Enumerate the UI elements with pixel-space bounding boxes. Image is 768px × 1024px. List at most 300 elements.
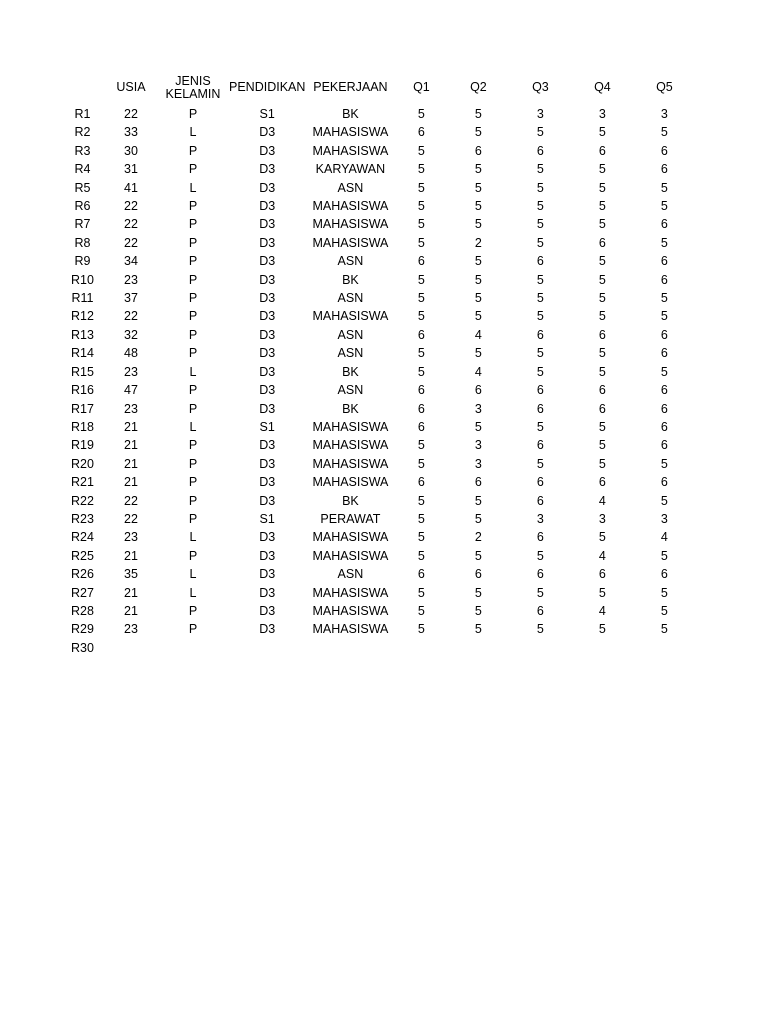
cell-q1: 5 [417, 346, 425, 361]
cell-q1: 6 [417, 567, 425, 582]
cell-respondent-id: R1 [74, 107, 91, 121]
cell-q1: 6 [417, 475, 425, 490]
cell-pendidikan: D3 [259, 456, 276, 471]
cell-q4: 3 [598, 511, 606, 526]
cell-q1: 6 [417, 327, 425, 342]
cell-q5: 5 [660, 291, 668, 306]
cell-q1 [395, 639, 447, 657]
respondent-table [60, 70, 695, 657]
cell-pendidikan: D3 [259, 125, 276, 140]
cell-usia: 32 [124, 327, 138, 342]
cell-jenis-kelamin: P [188, 475, 198, 490]
cell-q3: 6 [536, 383, 544, 398]
cell-q3: 5 [536, 364, 544, 379]
cell-q5: 6 [660, 327, 668, 342]
cell-pekerjaan: BK [342, 493, 359, 508]
cell-usia: 34 [124, 254, 138, 269]
cell-pekerjaan: BK [342, 272, 359, 287]
cell-q3: 6 [536, 254, 544, 269]
cell-q5: 6 [660, 567, 668, 582]
cell-q3: 6 [536, 143, 544, 158]
cell-q4: 5 [598, 438, 606, 453]
cell-q2: 4 [474, 327, 482, 342]
cell-respondent-id: R13 [71, 327, 94, 342]
cell-q5: 6 [660, 438, 668, 453]
header-jenis-line2: KELAMIN [165, 86, 221, 101]
cell-q2: 6 [474, 567, 482, 582]
table-row [60, 307, 695, 325]
cell-respondent-id: R26 [71, 567, 94, 582]
cell-q2: 5 [474, 272, 482, 287]
cell-pendidikan: D3 [259, 438, 276, 453]
cell-q1: 5 [417, 235, 425, 250]
cell-respondent-id: R5 [74, 180, 91, 195]
cell-usia: 23 [124, 622, 138, 637]
cell-respondent-id: R17 [71, 401, 94, 416]
cell-respondent-id: R16 [71, 383, 94, 398]
cell-jenis-kelamin: P [188, 309, 198, 324]
cell-q4: 6 [598, 235, 606, 250]
cell-q1: 6 [417, 419, 425, 434]
cell-pekerjaan: BK [342, 107, 359, 121]
cell-jenis-kelamin: P [188, 291, 198, 306]
table-row [60, 234, 695, 252]
cell-q2: 3 [474, 456, 482, 471]
table-row [60, 510, 695, 528]
cell-q2: 5 [474, 180, 482, 195]
cell-pekerjaan: MAHASISWA [312, 125, 389, 140]
cell-pendidikan: D3 [259, 199, 276, 214]
cell-usia: 21 [124, 475, 138, 490]
cell-jenis-kelamin: P [188, 217, 198, 232]
table-row [60, 620, 695, 638]
cell-q5: 5 [660, 622, 668, 637]
cell-pendidikan [229, 639, 305, 657]
cell-q3: 3 [536, 511, 544, 526]
cell-usia: 21 [124, 603, 138, 618]
cell-q4: 6 [598, 401, 606, 416]
cell-q3: 6 [536, 603, 544, 618]
cell-q4: 5 [598, 272, 606, 287]
cell-jenis-kelamin: P [188, 456, 198, 471]
cell-jenis-kelamin: P [188, 438, 198, 453]
header-q1: Q1 [413, 80, 430, 94]
cell-q2: 5 [474, 346, 482, 361]
cell-respondent-id: R21 [71, 475, 94, 490]
cell-pekerjaan [305, 639, 395, 657]
cell-jenis-kelamin: L [189, 364, 197, 379]
cell-pekerjaan: ASN [337, 254, 364, 269]
table-row [60, 455, 695, 473]
table-row [60, 142, 695, 160]
cell-q4: 4 [598, 493, 606, 508]
cell-q3: 5 [536, 419, 544, 434]
cell-respondent-id: R7 [74, 217, 91, 232]
cell-q4: 5 [598, 291, 606, 306]
cell-pendidikan: S1 [259, 511, 275, 526]
cell-q5: 6 [660, 162, 668, 177]
cell-usia: 22 [124, 511, 138, 526]
cell-q5: 3 [660, 107, 668, 121]
table-row [60, 363, 695, 381]
cell-q4: 6 [598, 383, 606, 398]
cell-q5: 6 [660, 383, 668, 398]
cell-pekerjaan: MAHASISWA [312, 585, 389, 600]
cell-jenis-kelamin: P [188, 511, 198, 526]
cell-usia: 21 [124, 438, 138, 453]
cell-pekerjaan: ASN [337, 567, 364, 582]
header-jenis-line1: JENIS [175, 73, 211, 88]
cell-pekerjaan: MAHASISWA [312, 530, 389, 545]
cell-q3: 6 [536, 401, 544, 416]
header-pendidikan: PENDIDIKAN [229, 80, 306, 94]
cell-q4: 4 [598, 603, 606, 618]
cell-jenis-kelamin: L [189, 567, 197, 582]
cell-usia: 23 [124, 272, 138, 287]
cell-jenis-kelamin: P [188, 272, 198, 287]
cell-q3: 5 [536, 622, 544, 637]
cell-q2: 5 [474, 162, 482, 177]
table-row [60, 326, 695, 344]
cell-respondent-id: R2 [74, 125, 91, 140]
cell-usia: 41 [124, 180, 138, 195]
cell-q1: 5 [417, 180, 425, 195]
cell-pendidikan: D3 [259, 567, 276, 582]
cell-usia: 22 [124, 217, 138, 232]
table-row [60, 252, 695, 270]
cell-pendidikan: D3 [259, 143, 276, 158]
cell-respondent-id: R23 [71, 511, 94, 526]
cell-q4: 6 [598, 327, 606, 342]
cell-usia: 21 [124, 548, 138, 563]
cell-pendidikan: D3 [259, 162, 276, 177]
cell-jenis-kelamin: P [188, 401, 198, 416]
cell-pekerjaan: MAHASISWA [312, 438, 389, 453]
cell-q1: 5 [417, 530, 425, 545]
table-row [60, 179, 695, 197]
cell-q2: 3 [474, 438, 482, 453]
cell-pendidikan: D3 [259, 180, 276, 195]
cell-q3: 5 [536, 548, 544, 563]
cell-pekerjaan: BK [342, 364, 359, 379]
cell-usia: 37 [124, 291, 138, 306]
cell-respondent-id: R8 [74, 235, 91, 250]
cell-q5: 5 [660, 199, 668, 214]
table-row [60, 436, 695, 454]
cell-respondent-id: R29 [71, 622, 94, 637]
cell-q3: 5 [536, 309, 544, 324]
cell-q4: 3 [598, 107, 606, 121]
cell-usia: 33 [124, 125, 138, 140]
cell-q5: 6 [660, 419, 668, 434]
cell-jenis-kelamin: P [188, 603, 198, 618]
table-row [60, 271, 695, 289]
cell-q3 [509, 639, 571, 657]
cell-q2: 4 [474, 364, 482, 379]
cell-respondent-id: R3 [74, 143, 91, 158]
cell-q5: 5 [660, 585, 668, 600]
cell-q4: 5 [598, 346, 606, 361]
cell-respondent-id: R22 [71, 493, 94, 508]
cell-pekerjaan: MAHASISWA [312, 143, 389, 158]
cell-pekerjaan: MAHASISWA [312, 548, 389, 563]
table-row [60, 197, 695, 215]
header-id [60, 70, 105, 105]
cell-pekerjaan: MAHASISWA [312, 419, 389, 434]
cell-q3: 5 [536, 180, 544, 195]
cell-q5: 6 [660, 217, 668, 232]
cell-usia: 31 [124, 162, 138, 177]
cell-q5: 5 [660, 493, 668, 508]
cell-q5: 5 [660, 180, 668, 195]
cell-q5: 5 [660, 235, 668, 250]
table-row [60, 584, 695, 602]
cell-q2: 5 [474, 622, 482, 637]
header-q2: Q2 [470, 80, 487, 94]
cell-q5: 4 [660, 530, 668, 545]
cell-q5: 5 [660, 603, 668, 618]
cell-pekerjaan: ASN [337, 346, 364, 361]
cell-usia [105, 639, 157, 657]
cell-q2: 5 [474, 107, 482, 121]
cell-q1: 5 [417, 309, 425, 324]
cell-usia: 21 [124, 456, 138, 471]
cell-pekerjaan: ASN [337, 180, 364, 195]
cell-usia: 23 [124, 530, 138, 545]
cell-q1: 5 [417, 364, 425, 379]
cell-q4: 5 [598, 254, 606, 269]
cell-pekerjaan: ASN [337, 383, 364, 398]
cell-pendidikan: D3 [259, 309, 276, 324]
cell-q4: 6 [598, 475, 606, 490]
cell-jenis-kelamin: L [189, 180, 197, 195]
cell-pekerjaan: MAHASISWA [312, 622, 389, 637]
cell-respondent-id: R14 [71, 346, 94, 361]
cell-q3: 3 [536, 107, 544, 121]
cell-q1: 5 [417, 456, 425, 471]
cell-q1: 6 [417, 401, 425, 416]
cell-q3: 5 [536, 585, 544, 600]
cell-q4: 5 [598, 309, 606, 324]
cell-pekerjaan: MAHASISWA [312, 199, 389, 214]
cell-pendidikan: D3 [259, 291, 276, 306]
header-pekerjaan: PEKERJAAN [313, 80, 388, 94]
cell-usia: 21 [124, 419, 138, 434]
cell-q1: 5 [417, 603, 425, 618]
cell-q4: 5 [598, 364, 606, 379]
header-usia: USIA [116, 80, 146, 94]
table-row [60, 528, 695, 546]
cell-jenis-kelamin: L [189, 585, 197, 600]
cell-usia: 22 [124, 235, 138, 250]
cell-q5: 6 [660, 475, 668, 490]
table-row [60, 492, 695, 510]
table-row [60, 160, 695, 178]
cell-usia: 47 [124, 383, 138, 398]
cell-pekerjaan: MAHASISWA [312, 217, 389, 232]
cell-pendidikan: D3 [259, 475, 276, 490]
cell-q2: 5 [474, 217, 482, 232]
cell-q3: 5 [536, 235, 544, 250]
cell-q4: 5 [598, 530, 606, 545]
cell-jenis-kelamin: P [188, 199, 198, 214]
cell-respondent-id: R28 [71, 603, 94, 618]
cell-jenis-kelamin: P [188, 162, 198, 177]
cell-q5: 6 [660, 401, 668, 416]
cell-q4: 6 [598, 143, 606, 158]
cell-pekerjaan: MAHASISWA [312, 475, 389, 490]
cell-pendidikan: D3 [259, 603, 276, 618]
cell-q1: 5 [417, 622, 425, 637]
header-q5: Q5 [656, 80, 673, 94]
cell-q5: 5 [660, 364, 668, 379]
cell-q3: 5 [536, 217, 544, 232]
cell-q2: 5 [474, 603, 482, 618]
cell-pendidikan: D3 [259, 401, 276, 416]
cell-q3: 5 [536, 346, 544, 361]
cell-q2: 5 [474, 419, 482, 434]
cell-respondent-id: R11 [71, 291, 94, 306]
cell-q2: 5 [474, 585, 482, 600]
cell-pendidikan: D3 [259, 346, 276, 361]
header-jenis-kelamin-text [166, 75, 221, 101]
cell-usia: 23 [124, 364, 138, 379]
cell-respondent-id: R20 [71, 456, 94, 471]
cell-q1: 5 [417, 291, 425, 306]
table-row [60, 105, 695, 123]
cell-q2: 5 [474, 511, 482, 526]
cell-q4: 4 [598, 548, 606, 563]
cell-pendidikan: D3 [259, 383, 276, 398]
cell-jenis-kelamin: P [188, 622, 198, 637]
table-row [60, 473, 695, 491]
cell-q5: 5 [660, 309, 668, 324]
cell-q3: 5 [536, 199, 544, 214]
cell-q1: 5 [417, 107, 425, 121]
cell-q4: 5 [598, 622, 606, 637]
cell-usia: 48 [124, 346, 138, 361]
cell-pendidikan: D3 [259, 254, 276, 269]
cell-q2 [447, 639, 509, 657]
cell-q5: 5 [660, 548, 668, 563]
header-q3: Q3 [532, 80, 549, 94]
cell-q5: 5 [660, 456, 668, 471]
cell-q1: 5 [417, 217, 425, 232]
cell-respondent-id: R27 [71, 585, 94, 600]
cell-q1: 5 [417, 511, 425, 526]
table-header [60, 70, 695, 105]
cell-pekerjaan: KARYAWAN [315, 162, 386, 177]
cell-q1: 5 [417, 548, 425, 563]
cell-q3: 6 [536, 327, 544, 342]
cell-q1: 6 [417, 254, 425, 269]
cell-usia: 30 [124, 143, 138, 158]
cell-pendidikan: D3 [259, 493, 276, 508]
cell-q2: 5 [474, 493, 482, 508]
cell-respondent-id: R18 [71, 419, 94, 434]
cell-respondent-id: R30 [71, 640, 94, 655]
cell-q3: 6 [536, 567, 544, 582]
cell-q3: 6 [536, 438, 544, 453]
cell-q3: 6 [536, 530, 544, 545]
cell-respondent-id: R25 [71, 548, 94, 563]
cell-q5: 6 [660, 272, 668, 287]
cell-q2: 5 [474, 291, 482, 306]
cell-q4: 5 [598, 456, 606, 471]
cell-q1: 5 [417, 162, 425, 177]
cell-q4: 5 [598, 199, 606, 214]
cell-usia: 22 [124, 199, 138, 214]
table-row [60, 602, 695, 620]
cell-pendidikan: D3 [259, 327, 276, 342]
cell-jenis-kelamin: L [189, 530, 197, 545]
cell-q2: 2 [474, 235, 482, 250]
cell-q4: 5 [598, 217, 606, 232]
cell-q2: 6 [474, 383, 482, 398]
table-row [60, 400, 695, 418]
cell-jenis-kelamin: P [188, 235, 198, 250]
cell-jenis-kelamin: P [188, 548, 198, 563]
cell-usia: 22 [124, 309, 138, 324]
cell-q2: 5 [474, 125, 482, 140]
cell-q5 [633, 639, 695, 657]
cell-usia: 21 [124, 585, 138, 600]
cell-q1: 5 [417, 493, 425, 508]
cell-q3: 6 [536, 493, 544, 508]
cell-pendidikan: D3 [259, 235, 276, 250]
cell-q1: 5 [417, 143, 425, 158]
cell-pendidikan: D3 [259, 530, 276, 545]
cell-jenis-kelamin: L [189, 419, 197, 434]
cell-usia: 22 [124, 107, 138, 121]
table-row [60, 639, 695, 657]
cell-q2: 5 [474, 254, 482, 269]
cell-pendidikan: D3 [259, 364, 276, 379]
cell-jenis-kelamin: P [188, 493, 198, 508]
cell-jenis-kelamin: P [188, 143, 198, 158]
cell-pekerjaan: MAHASISWA [312, 603, 389, 618]
cell-q2: 6 [474, 475, 482, 490]
cell-usia: 22 [124, 493, 138, 508]
cell-pekerjaan: ASN [337, 327, 364, 342]
cell-respondent-id: R12 [71, 309, 94, 324]
cell-pendidikan: D3 [259, 217, 276, 232]
cell-pekerjaan: BK [342, 401, 359, 416]
cell-respondent-id: R24 [71, 530, 94, 545]
cell-jenis-kelamin: L [189, 125, 197, 140]
cell-jenis-kelamin: P [188, 327, 198, 342]
header-jenis-kelamin [157, 70, 229, 105]
cell-respondent-id: R10 [71, 272, 94, 287]
cell-q3: 5 [536, 162, 544, 177]
cell-q2: 5 [474, 309, 482, 324]
cell-q4: 5 [598, 585, 606, 600]
cell-q1: 5 [417, 585, 425, 600]
cell-jenis-kelamin: P [188, 254, 198, 269]
cell-pendidikan: D3 [259, 548, 276, 563]
cell-q1: 5 [417, 272, 425, 287]
cell-q2: 6 [474, 143, 482, 158]
header-q4: Q4 [594, 80, 611, 94]
table-row [60, 123, 695, 141]
cell-q3: 5 [536, 125, 544, 140]
cell-respondent-id: R9 [74, 254, 91, 269]
table-body [60, 105, 695, 657]
cell-q2: 2 [474, 530, 482, 545]
cell-q4: 5 [598, 125, 606, 140]
cell-respondent-id: R19 [71, 438, 94, 453]
cell-pekerjaan: ASN [337, 291, 364, 306]
